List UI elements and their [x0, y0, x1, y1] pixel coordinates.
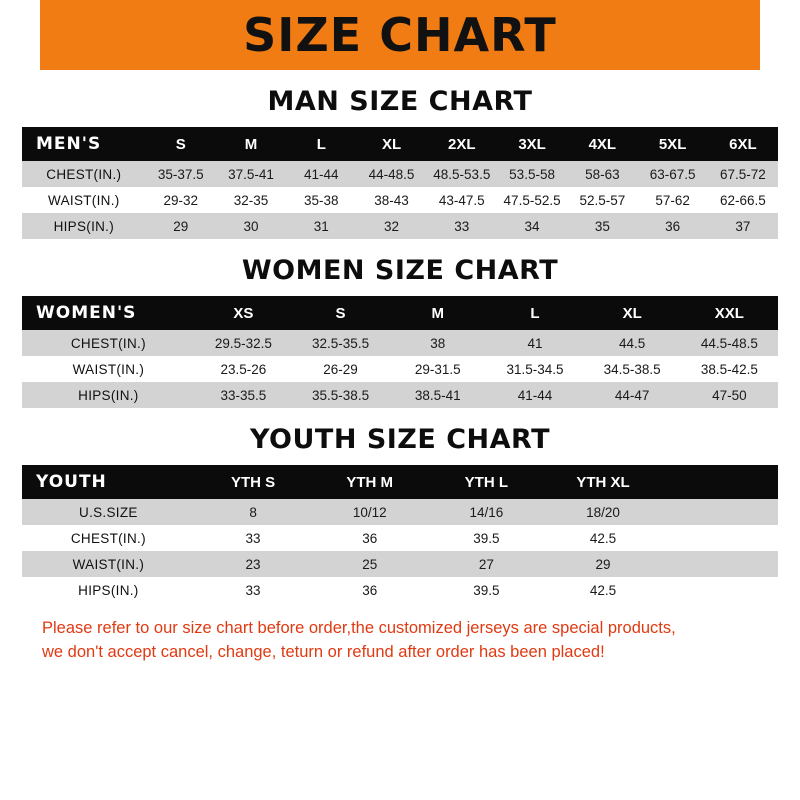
youth-row-3-val-4 — [661, 577, 778, 603]
youth-row-3-val-3: 42.5 — [545, 577, 662, 603]
youth-header-label: YOUTH — [22, 465, 195, 499]
women-row-2-val-3: 41-44 — [486, 382, 583, 408]
women-row-0-val-1: 32.5-35.5 — [292, 330, 389, 356]
women-row-2-val-2: 38.5-41 — [389, 382, 486, 408]
youth-row-3-val-2: 39.5 — [428, 577, 545, 603]
women-row-1-val-3: 31.5-34.5 — [486, 356, 583, 382]
man-section-title: MAN SIZE CHART — [267, 86, 533, 117]
table-row — [22, 356, 778, 382]
man-row-1-label: WAIST(IN.) — [22, 187, 146, 213]
youth-row-0-val-2: 14/16 — [428, 499, 545, 525]
man-col-1: M — [216, 127, 286, 161]
man-row-1-val-8: 62-66.5 — [708, 187, 778, 213]
youth-row-1-val-3: 42.5 — [545, 525, 662, 551]
women-col-5: XXL — [681, 296, 778, 330]
women-row-2-val-0: 33-35.5 — [195, 382, 292, 408]
table-row — [22, 525, 778, 551]
man-row-0-val-8: 67.5-72 — [708, 161, 778, 187]
youth-row-0-label: U.S.SIZE — [22, 499, 195, 525]
man-row-2-val-1: 30 — [216, 213, 286, 239]
youth-size-table — [22, 465, 778, 603]
women-col-2: M — [389, 296, 486, 330]
youth-col-2: YTH L — [428, 465, 545, 499]
man-row-2-val-4: 33 — [427, 213, 497, 239]
youth-row-0-val-0: 8 — [195, 499, 312, 525]
man-table-head — [22, 127, 778, 161]
man-row-1-val-4: 43-47.5 — [427, 187, 497, 213]
order-policy-note — [42, 617, 758, 665]
table-header-row — [22, 127, 778, 161]
women-table-body — [22, 330, 778, 408]
youth-row-2-val-0: 23 — [195, 551, 312, 577]
youth-row-2-val-2: 27 — [428, 551, 545, 577]
table-row — [22, 330, 778, 356]
table-row — [22, 551, 778, 577]
youth-row-3-label: HIPS(IN.) — [22, 577, 195, 603]
header-band — [0, 0, 800, 70]
man-row-1-val-6: 52.5-57 — [567, 187, 637, 213]
youth-col-4 — [661, 465, 778, 499]
man-row-0-val-3: 44-48.5 — [356, 161, 426, 187]
women-row-0-val-0: 29.5-32.5 — [195, 330, 292, 356]
man-col-8: 6XL — [708, 127, 778, 161]
women-row-1-val-2: 29-31.5 — [389, 356, 486, 382]
table-header-row — [22, 296, 778, 330]
women-row-2-label: HIPS(IN.) — [22, 382, 195, 408]
women-col-4: XL — [584, 296, 681, 330]
man-row-2-val-3: 32 — [356, 213, 426, 239]
note-line-2: we don't accept cancel, change, teturn or refund after order has been placed! — [42, 642, 605, 661]
women-col-3: L — [486, 296, 583, 330]
women-size-table — [22, 296, 778, 408]
man-header-label: MEN'S — [22, 127, 146, 161]
youth-row-0-val-3: 18/20 — [545, 499, 662, 525]
man-row-0-val-4: 48.5-53.5 — [427, 161, 497, 187]
man-row-2-val-0: 29 — [146, 213, 216, 239]
youth-col-0: YTH S — [195, 465, 312, 499]
youth-section-title: YOUTH SIZE CHART — [249, 424, 551, 455]
table-row — [22, 577, 778, 603]
youth-table-head — [22, 465, 778, 499]
man-row-0-label: CHEST(IN.) — [22, 161, 146, 187]
content — [0, 86, 800, 665]
youth-row-1-label: CHEST(IN.) — [22, 525, 195, 551]
youth-row-3-val-1: 36 — [311, 577, 428, 603]
youth-row-2-label: WAIST(IN.) — [22, 551, 195, 577]
man-col-6: 4XL — [567, 127, 637, 161]
man-col-3: XL — [356, 127, 426, 161]
man-row-2-val-2: 31 — [286, 213, 356, 239]
man-size-table — [22, 127, 778, 239]
man-col-4: 2XL — [427, 127, 497, 161]
table-row — [22, 213, 778, 239]
man-row-2-val-8: 37 — [708, 213, 778, 239]
man-row-1-val-7: 57-62 — [637, 187, 707, 213]
women-row-2-val-4: 44-47 — [584, 382, 681, 408]
youth-row-0-val-4 — [661, 499, 778, 525]
man-col-5: 3XL — [497, 127, 567, 161]
youth-row-1-val-0: 33 — [195, 525, 312, 551]
table-row — [22, 499, 778, 525]
youth-row-0-val-1: 10/12 — [311, 499, 428, 525]
note-line-1: Please refer to our size chart before order,the customized jerseys are special products, — [42, 619, 676, 637]
women-row-0-val-2: 38 — [389, 330, 486, 356]
women-row-0-val-3: 41 — [486, 330, 583, 356]
man-row-0-val-2: 41-44 — [286, 161, 356, 187]
women-row-0-val-4: 44.5 — [584, 330, 681, 356]
man-row-1-val-3: 38-43 — [356, 187, 426, 213]
table-header-row — [22, 465, 778, 499]
man-row-1-val-5: 47.5-52.5 — [497, 187, 567, 213]
women-row-1-val-4: 34.5-38.5 — [584, 356, 681, 382]
man-row-1-val-2: 35-38 — [286, 187, 356, 213]
youth-table-body — [22, 499, 778, 603]
man-row-1-val-1: 32-35 — [216, 187, 286, 213]
women-section-title: WOMEN SIZE CHART — [241, 255, 559, 286]
youth-row-2-val-3: 29 — [545, 551, 662, 577]
man-table-body — [22, 161, 778, 239]
youth-row-2-val-4 — [661, 551, 778, 577]
man-row-2-label: HIPS(IN.) — [22, 213, 146, 239]
youth-col-1: YTH M — [311, 465, 428, 499]
man-row-0-val-5: 53.5-58 — [497, 161, 567, 187]
page-title: SIZE CHART — [243, 8, 557, 62]
women-row-2-val-5: 47-50 — [681, 382, 778, 408]
women-table-head — [22, 296, 778, 330]
women-row-1-label: WAIST(IN.) — [22, 356, 195, 382]
youth-row-1-val-4 — [661, 525, 778, 551]
youth-row-1-val-2: 39.5 — [428, 525, 545, 551]
man-row-2-val-7: 36 — [637, 213, 707, 239]
man-row-0-val-7: 63-67.5 — [637, 161, 707, 187]
man-row-0-val-6: 58-63 — [567, 161, 637, 187]
women-header-label: WOMEN'S — [22, 296, 195, 330]
women-col-1: S — [292, 296, 389, 330]
man-col-0: S — [146, 127, 216, 161]
man-row-2-val-5: 34 — [497, 213, 567, 239]
man-row-0-val-0: 35-37.5 — [146, 161, 216, 187]
man-col-2: L — [286, 127, 356, 161]
table-row — [22, 187, 778, 213]
women-col-0: XS — [195, 296, 292, 330]
women-row-1-val-0: 23.5-26 — [195, 356, 292, 382]
women-row-1-val-5: 38.5-42.5 — [681, 356, 778, 382]
youth-row-3-val-0: 33 — [195, 577, 312, 603]
man-row-0-val-1: 37.5-41 — [216, 161, 286, 187]
youth-row-2-val-1: 25 — [311, 551, 428, 577]
man-row-1-val-0: 29-32 — [146, 187, 216, 213]
women-row-0-label: CHEST(IN.) — [22, 330, 195, 356]
youth-row-1-val-1: 36 — [311, 525, 428, 551]
man-row-2-val-6: 35 — [567, 213, 637, 239]
women-row-0-val-5: 44.5-48.5 — [681, 330, 778, 356]
youth-col-3: YTH XL — [545, 465, 662, 499]
women-row-1-val-1: 26-29 — [292, 356, 389, 382]
table-row — [22, 382, 778, 408]
table-row — [22, 161, 778, 187]
women-row-2-val-1: 35.5-38.5 — [292, 382, 389, 408]
man-col-7: 5XL — [637, 127, 707, 161]
